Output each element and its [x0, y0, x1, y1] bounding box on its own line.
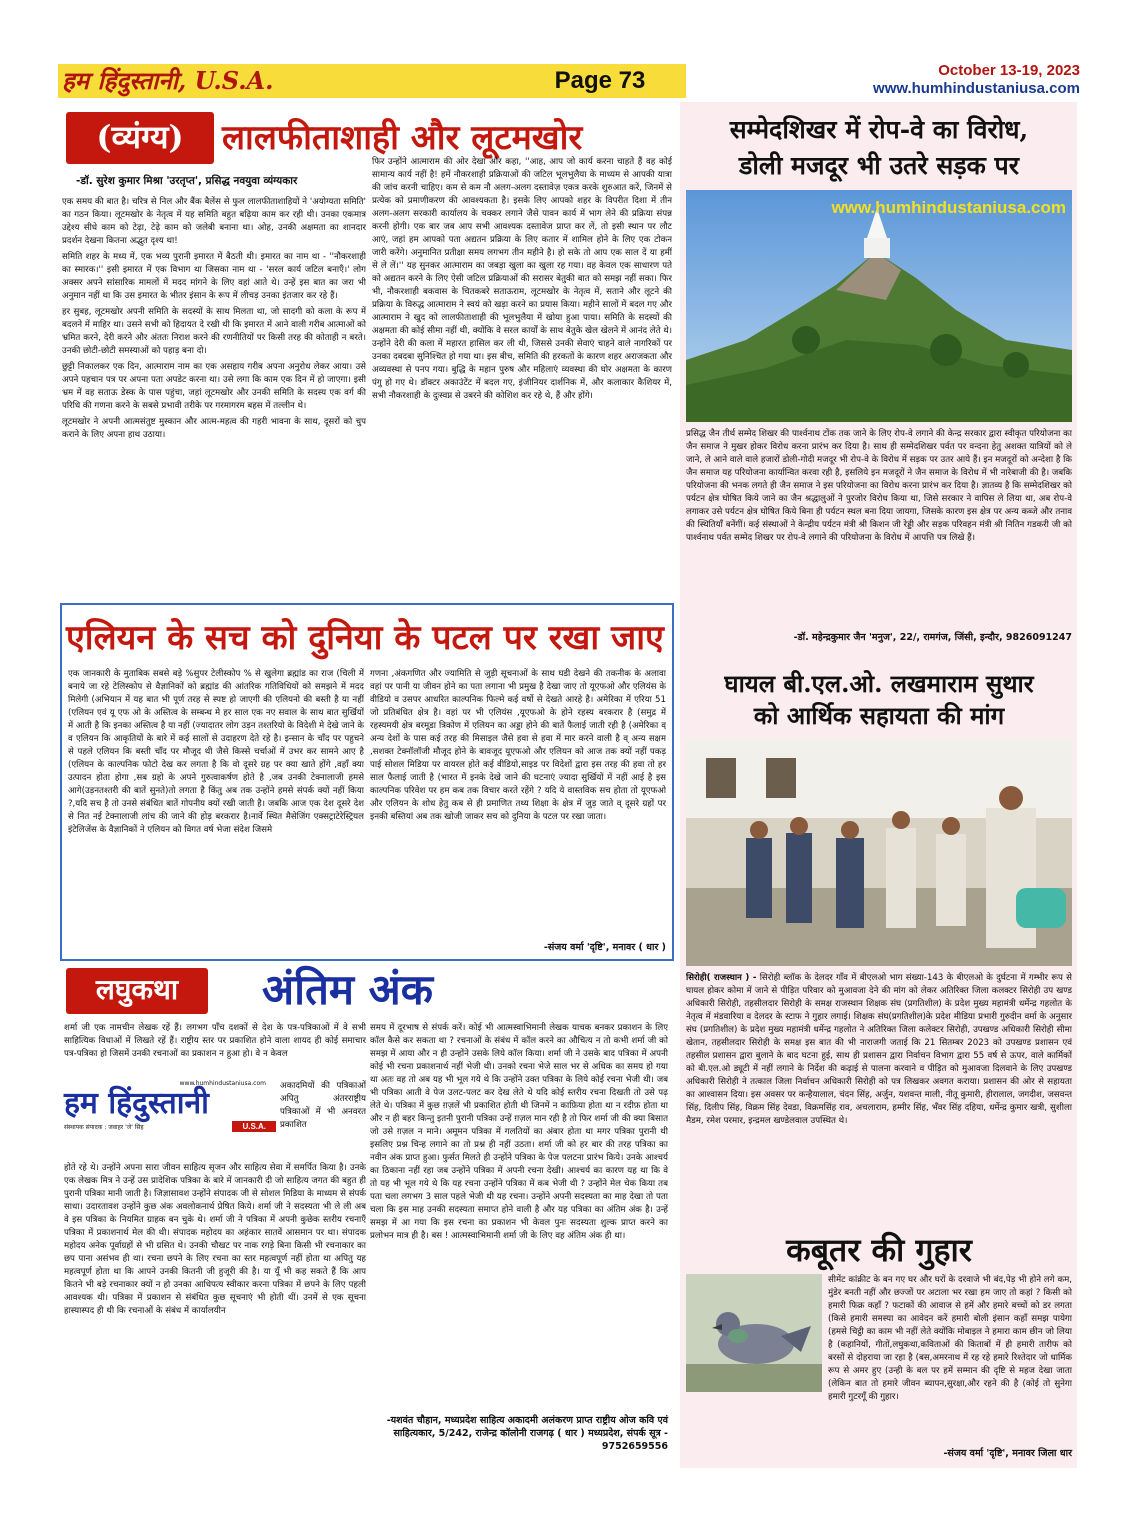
- mountain-temple-image: [686, 190, 1072, 422]
- laghukatha-title: अंतिम अंक: [262, 965, 433, 1014]
- vyangya-tag: (व्यंग्य): [66, 112, 214, 164]
- logo-country: U.S.A.: [232, 1121, 276, 1132]
- vyangya-byline: -डॉ. सुरेश कुमार मिश्रा 'उरतृप्त', प्रसिद्ध नवयुवा व्यंग्यकार: [76, 175, 298, 187]
- paragraph: हर सुबह, लूटमखोर अपनी समिति के सदस्यों के साथ मिलता था, जो सादगी को कला के रूप में बदलने में माहिर था। उसने सभी को हिदायत दे रखी थी कि इमारत में आने वाली गरीब आत्माओं को भ्रमित करने, देरी करने और अंततः निराश करने की रणनीतियों पर किसी तरह की कोताही न बरते। उनकी छोटी-छोटी समस्याओं को पहाड़ बना दो।: [62, 307, 366, 356]
- alien-credit: -संजय वर्मा 'दृष्टि', मनावर ( धार ): [543, 942, 666, 953]
- ghayal-text: सिरोही ब्लॉक के देलदर गाँव में बीएलओ भाग संख्या-143 के बीएलओ के दुर्घटना में गम्भीर रूप से घायल होकर कोमा में जाने से पीड़ित परिवार को मुआवजा देने की मांग को लेकर अतिरिक्त जिला कलक्टर सिरोही उप खण्ड अधिकारी सिरोही, तहसीलदार सिरोही के समक्ष राजस्थान शिक्षक संघ (प्रगतिशील) के प्रदेश मुख्य महामंत्री धर्मेन्द्र गहलोत के नेतृत्व में मंडवारिया व देलदर के स्टाफ ने गुहार लगाई। शिक्षक संघ(प्रगतिशील)के प्रदेश मीडिया प्रभारी गुरुदीन वर्मा के अनुसार संघ (प्रगतिशील) के प्रदेश मुख्य महामंत्री धर्मेन्द्र गहलोत ने अतिरिक्त जिला कलेक्टर सिरोही, उपखण्ड अधिकारी सिरोही सीमा खेतान, तहसीलदार सिरोही के समक्ष इस बात की भी नाराजगी जताई कि 21 सितम्बर 2023 को उपखण्ड प्रशासन एवं तहसील प्रशासन द्वारा बुलाने के बाद घटना हुई, साथ ही प्रशासन द्वारा निर्वाचन विभाग द्वारा 55 वर्ष से ऊपर, वाले कार्मिकों को बी.एल.ओ ड्यूटी में नहीं लगाने के निर्देश की कढ़ाई से पालना करवाने व पीड़ित को मुआवजा दिलवाने के लिए उपखण्ड अधिकारी सिरोही ने तत्काल जिला निर्वाचन अधिकारी सिरोही को पत्र लिखकर अवगत कराया। प्रशासन की ओर से सहायता का आश्वासन दिया। इस अवसर पर कन्हैयालाल, चंदन सिंह, अर्जुन, यशवन्त माली, नीतू कुमारी, हीरालाल, जगदीश, जसवन्त सिंह, दिलीप सिंह, विक्रम सिंह देवडा, विक्रमसिंह राव, अचलाराम, हम्मीर सिंह, भँवर सिंह दहिया, धर्मेन्द्र कुमार खत्री, सुशीला मैडम, रमेश परमार, इन्द्रमल खण्डेलवाल उपस्थित थे।: [686, 973, 1072, 1126]
- vyangya-title: लालफीताशाही और लूटमखोर: [222, 118, 583, 158]
- alien-title: एलियन के सच को दुनिया के पटल पर रखा जाए: [66, 618, 664, 658]
- kabutar-credit: -संजय वर्मा 'दृष्टि', मनावर जिला धार: [943, 1448, 1072, 1459]
- float-spacer: [686, 1274, 828, 1394]
- laghukatha-col1-top: शर्मा जी एक नामचीन लेखक रहें हैं। लगभग पाँच दशकों से देश के पत्र-पत्रिकाओं में वे सभी साहित्यिक विधाओं में लिखते रहें हैं। राष्ट्रीय स्तर पर प्रकाशित होने वाला शायद ही कोई समाचार पत्र-पत्रिका हो जिसमें उनकी रचनाओं का प्रकाशन न हुआ हो। वे न केवल: [64, 1023, 366, 1059]
- sammed-photo: [686, 190, 1072, 422]
- photo-watermark: www.humhindustaniusa.com: [831, 198, 1066, 217]
- paragraph: लूटमखोर ने अपनी आत्मसंतुष्ट मुस्कान और आत्म-महत्व की गहरी भावना के साथ, दूसरों को चुप कराने के लिए अपना हाथ उठाया।: [62, 417, 366, 440]
- paragraph: फिर उन्होंने आत्माराम की ओर देखा और कहा, ''आह, आप जो कार्य करना चाहते हैं वह कोई सामान्य कार्य नहीं है! हमें नौकरशाही प्रक्रियाओं की जटिल भूलभुलैया के माध्यम से आपकी यात्रा की जांच करनी चाहिए। कम से कम नौ अलग-अलग दस्तावेज़ एकत्र करके शुरुआत करें, जिनमें से प्रत्येक को प्रमाणीकरण की आवश्यकता है। इसके लिए आपको शहर के विपरीत दिशा में तीन अलग-अलग सरकारी कार्यालय के चक्कर लगाने जैसे पावन कार्य में भाग लेने की प्रक्रिया संपन्न करनी होगी। एक बार जब आप सभी आवश्यक दस्तावेज प्राप्त कर लें, तो इसी स्थान पर लौट आएं, जहां हम आपको पता अद्यतन प्रक्रिया के लिए कतार में शामिल होने के लिए एक टोकन जारी करेंगे। अनुमानित प्रतीक्षा समय लगभग तीन महीने है। हो सके तो आप एक साल दें या हमीं से ले लें।'' यह सुनकर आत्माराम का जबड़ा खुला का खुला रह गया। वह केवल एक साधारण पते को अद्यतन करने के लिए ऐसी जटिल प्रक्रियाओं की सरासर बेतुकी बात को समझ नहीं सका। फिर भी, नौकरशाही बकवास के चितकबरे सताऊराम, लूटमखोर के नेतृत्व में, सताने और लूटने की प्रक्रिया के विरुद्ध आत्माराम ने स्वयं को खड़ा करने का प्रयास किया। महीने सालों में बदल गए और आत्माराम ने खुद को लालफीताशाही की भूलभुलैया में खोया हुआ पाया। समिति के सदस्यों की अक्षमता की कोई सीमा नहीं थी, क्योंकि वे सरल कार्यों के साथ बेतुके खेल खेलने में आनंद लेते थे। उन्होंने देरी की कला में महारत हासिल कर ली थी, जिससे उनकी सेवाएं चाहने वाले नागरिकों पर उनका दबदबा सुनिश्चित हो गया था। इस बीच, समिति की हरकतों के कारण शहर अराजकता और अव्यवस्था से पनप गया। बुद्धि के महान पुरुष और महिलाएं व्यवस्था की घोर अक्षमता के कारण पंगु हो गए थे। डॉक्टर अकाउंटेंट में बदल गए, इंजीनियर दार्शनिक में, और कलाकार कैशियर में, सभी नौकरशाही के दुःस्वप्न से उबरने की कोशिश कर रहे थे, हैं और होंगे।: [372, 157, 672, 401]
- paragraph: समिति शहर के मध्य में, एक भव्य पुरानी इमारत में बैठती थी। इमारत का नाम था - ''नौकरशाही का स्मारक।'' इसी इमारत में एक विभाग था जिसका नाम था - 'सरल कार्य जटिल बनाएँ।' लोग अक्सर अपने सांसारिक मामलों में मदद मांगने के लिए वहां आते थे। उन्हें इस बात का जरा भी अनुमान नहीं था कि उस इमारत के भीतर इंसान के रूप में लीचड़ उनका इंतजार कर रहे हैं।: [62, 252, 366, 301]
- officials-group-image: [686, 738, 1072, 966]
- logo-editor: संस्थापक संपादक : जवाहर 'जे' सिंह: [64, 1123, 144, 1131]
- ghayal-title: [682, 668, 1076, 732]
- alien-col2: गणना ,अंकगणित और ज्यामिति से जुड़ी सूचनाओं के साथ घडी देखने की तकनीक के अलावा वहां पर पानी या जीवन होने का पता लगाना भी प्रमुख है देखा जाए तो यूएफओ और एलियंस के वीडियो व उसपर आधरित काल्पनिक फिल्मे कई वर्षो से देखते आरहे है। अमेरिका में एरिया 51 जो प्रतिबंधित क्षेत्र है। वहां पर भी एलियंस ,यूएफओ के होने रहस्य बरकरार है (समुद्र में रहस्यमयी क्षेत्र बरमूडा त्रिकोण में एलियन का अड्डा होने की बातें फैलाई जाती रही है (अमेरिका व् अन्य देशों के पास कई तरह की मिसाइल जैसे हवा से हवा में मार करने वाली है व् अन्य सक्षम ,सशक्त टेक्नॉलॉजी मौजूद होने के बावजूद यूएफओ और एलियन को आज तक क्यों नहीं पकड़ पाई सोशल मिडिया पर वायरल होते कई वीडियो,साइड पर विदेशों द्वारा इस तरह की हवा तो हर साल फैलाई जाती है (भारत में इनके देखे जाने की घटनाएं ज्यादा सुर्खियों में नहीं आई है इस काल्पनिक परिवेश पर हम कब तक विचार करते रहेंगे ? यदि ये वास्तविक सच होता तो यूएफओ और एलियन के शोध हेतु कब से ही प्रमाणित तथ्य शिक्षा के क्षेत्र में जुड़ जाते व् दूसरे ग्रहों पर इनकी बस्तियां अब तक खोजी जाकर सच को दुनिया के पटल पर रखा जाता।: [370, 669, 666, 822]
- ghayal-title-line1: घायल बी.एल.ओ. लखमाराम सुथार: [724, 669, 1034, 698]
- issue-date: October 13-19, 2023: [938, 62, 1080, 79]
- laghukatha-col1-side: अकादमियों की पत्रिकाओं अपितु अंतरराष्ट्रीय पत्रिकाओं में भी अनवरत प्रकाशित: [280, 1081, 366, 1130]
- laghukatha-credit: -यशवंत चौहान, मध्यप्रदेश साहित्य अकादमी अलंकरण प्राप्त राष्ट्रीय ओज कवि एवं साहित्यकार, 5/242, राजेन्द्र कॉलोनी राजगढ़ ( धार ) मध्यप्रदेश, संपर्क सूत्र - 9752659556: [386, 1415, 668, 1452]
- logo-website: www.humhindustaniusa.com: [179, 1080, 266, 1087]
- paragraph: एक समय की बात है। चरित्र से निल और बैंक बैलेंस से फुल लालफीताशाहियों ने 'अयोग्यता समिति' का गठन किया। लूटमखोर के नेतृत्व में यह समिति बहुत बढ़िया काम कर रही थी। उनका एकमात्र उद्देश्य सीधे काम को टेढ़ा, टेढ़े काम को जलेबी बनाना था। ओह, उनकी अक्षमता का शानदार प्रदर्शन देखना कितना अद्भुत दृश्य था!: [62, 197, 366, 246]
- kabutar-body: [686, 1274, 1072, 1444]
- paper-name: हम हिंदुस्तानी, U.S.A.: [62, 66, 274, 95]
- laghukatha-tag: लघुकथा: [66, 968, 208, 1014]
- ghayal-dateline: सिरोही( राजस्थान ) -: [686, 973, 757, 983]
- alien-col1: एक जानकारी के मुताबिक सबसे बड़े %सुपर टेलीस्कोप % से खुलेगा ब्रह्मांड का राज (चिली में बनाये जा रहे टेलिस्कोप से वैज्ञानिकों को ब्रह्मांड की आंतरिक गतिविधियों को समझने में मदद मिलेगी (अभियान में यह बात भी पूर्ण तरह से स्पष्ट हो जाएगी की एलियनो की बस्ती है या नहीं (एलियन एवं यू एफ ओ के अस्तित्व के सम्बन्ध मे हर साल एक नए सवाल के साथ बात सुर्खियों में आती है कि इनका अस्तित्व है या नहीं (ज्यादातर लोग उड़न तश्तरियो के विदेशी मे देखे जाने के व एलियन कि आकृतियों के बारे में कई सालों से उदाहरण देते रहे है। इन्सान के चाँद पर पहुचने से पहले एलियन कि बस्ती चाँद पर मौजूद थी जैसे किस्से चर्चाओं में उभर कर सामने आए है (एलियन के काल्पनिक फोटो देख कर लगता है कि वो दूसरे ग्रह पर क्या खाते होंगे ,वहाँ क्या उत्पादन होता होगा ,सब ग्रहो के अपने गुरुत्वाकर्षण होते है ,जब उनकी टेक्नालाजी हमसे आगे(उड़नतश्तरी की बातें सुनते)तो लगता है किंतु अब तक उन्होंने हमसे संपर्क क्यों नहीं किया ?,यदि सच है तो उनसे संबंधित बातें गोपनीय क्यों रखी जाती है। जबकि आज एक देश दूसरे देश से नित नई टेक्नालाजी लांच की जाने की होड़ बरकरार है।नार्वे स्थित मैसेजिंग एक्सट्राटेरेस्ट्रियल इंटेलिजेंस के वैज्ञानिकों ने एलियन को विगत वर्ष भेजा संदेश जिसमे: [68, 669, 364, 835]
- sammed-title-line2: डोली मजदूर भी उतरे सड़क पर: [739, 151, 1019, 180]
- page-number: Page 73: [520, 64, 680, 98]
- kabutar-text: सीमेंट कांक्रीट के बन गए घर और घरों के दरवाजे भी बंद,पेड़ भी होने लगे कम, मुंडेर बनती नहीं और छज्जों पर अटाला भर रखा हम जाए तो कहां ? किसी को हमारी फिक्र कहाँ ? फटाकों की आवाज से हमें और हमारे बच्चों को डर लगता (किसे हमारी समस्या का आवेदन करें हमारी बोली इंसान कहाँ समझ पायेगा (हमसे चिट्ठी का काम भी नहीं लेते क्योंकि मोबाइल ने हमारा काम छीन जो लिया है (कहानियों, गीतों,लघुकथा,कविताओं की किताबों में ही हमारी तारीफ को बरसों से दोहराया जा रहा है (बस,अमरनाथ में रह रहे हमारे रिश्तेदार जो धार्मिक रूप से अमर हुए (उन्ही के बल पर हमें सम्मान की दृष्टि से महज देखा जाता (लेकिन बात तो हमारे जीवन ब्यापन,सुरक्षा,और रहने की है (कोई तो सुनेगा हमारी गुटरगूँ की गुहार।: [828, 1275, 1072, 1402]
- logo-name: हम हिंदुस्तानी: [64, 1086, 209, 1121]
- laghukatha-col1-rest: होते रहे थे। उन्होंने अपना सारा जीवन साहित्य सृजन और साहित्य सेवा में समर्पित किया है। उनके एक लेखक मित्र ने उन्हें उस प्रादेशिक पत्रिका के बारे में जानकारी दी जो साहित्य जगत की बहुत ही पुरानी पत्रिका मानी जाती है। जिज्ञासावश उन्होंने संपादक जी से सोशल मिडिया के माध्यम से संपर्क साधा। उदारतावश उन्होंने कुछ अंक अवलोकनार्थ प्रेषित किये। शर्मा जी ने सदस्यता भी ले ली अब वे इस पत्रिका के नियमित ग्राहक बन चुके थे। शर्मा जी ने पत्रिका में अपनी कुछेक स्तरीय रचनाएँ पत्रिका में प्रकाशनार्थ मेल की थी। संपादक महोदय का अहंकार सातवें आसमान पर था। संपादक महोदय अनेक पूर्वाग्रहों से भी ग्रसित थे। उनकी चौखट पर नाक रगड़े बिना किसी भी रचनाकार का छप पाना असंभव ही था। रचना छपने के लिए रचना का स्तर महत्वपूर्ण नहीं होता था अपितु यह महत्वपूर्ण होता था कि आपने उनकी कितनी जी हुजूरी की है। या यूँ भी कह सकते हैं कि आप कितने भी बड़े रचनाकार क्यों न हो उनका आधिपत्य स्वीकार करना पत्रिका में छपने के लिए पहली आवश्यक थी। पत्रिका में प्रकाशन से संबंधित कुछ सूचनाएं भी होती थीं। उनमें से एक सूचना हास्यास्पद ही थी कि रचनाओं के संबंध में कार्यालयीन: [64, 1163, 366, 1316]
- sammed-credit: -डॉ. महेन्द्रकुमार जैन 'मनुज', 22/, रामगंज, जिंसी, इन्दौर, 9826091247: [793, 632, 1072, 643]
- vyangya-col1: [62, 196, 366, 598]
- vyangya-col2: [372, 156, 672, 598]
- website-link[interactable]: www.humhindustaniusa.com: [873, 80, 1080, 97]
- laghukatha-col2: समय में दूरभाष से संपर्क करें। कोई भी आत्मस्वाभिमानी लेखक याचक बनकर प्रकाशन के लिए कॉल कैसे कर सकता था ? रचनाओं के संबंध में कॉल करने का औचित्य न तो कभी शर्मा जी को समझ में आया और न ही उन्होंने उसके लिये कॉल किया। शर्मा जी ने उसके बाद पत्रिका में अपनी कोई भी रचना प्रकाशनार्थ नहीं भेजी थी। उनको रचना भेजे साल भर से अधिक का समय हो गया था अतः वह तो अब यह भी भूल गये थे कि उन्होंने उक्त पत्रिका के लिये कोई रचना भेजी थी। जब भी पत्रिका आती वे पेज उलट-पलट कर देख लेते थे यदि कोई स्तरीय रचना दिखती तो उसे पढ़ लेते थे। पत्रिका में कुछ ग़ज़लें भी प्रकाशित होती थी जिनमें न काफ़िया होता था न रदीफ़ होता था और न ही बहर किन्तु इतनी पुरानी पत्रिका उन्हें ग़ज़ल मान रही है तो फिर शर्मा जी की क्या बिसात जो उसे ग़ज़ल न माने। अमूमन पत्रिका में गलतियों का अंबार होता था मगर पत्रिका पुरानी थी इसलिए प्रश्न चिन्ह लगाने का तो प्रश्न ही नहीं उठता। शर्मा जी को हर बार की तरह पत्रिका का नवीन अंक प्राप्त हुआ। फुर्सत मिलते ही उन्होंने पत्रिका के पेज पलटना प्रारंभ किये। उनके आश्चर्य का ठिकाना नहीं रहा जब उन्होंने पत्रिका में अपनी रचना देखी। आश्चर्य का कारण यह था कि वे तो यह भी भूल गये थे कि यह रचना उन्होंने पत्रिका में कब भेजी थी ? उन्होंने मेल चेक किया तब पता चला लगभग 3 साल पहले भेजी थी यह रचना। उन्होंने अपनी सदस्यता का माह देखा तो पता चला कि इस माह उनकी सदस्यता समाप्त होने वाली है और यह पत्रिका का अंतिम अंक है। उन्हें समझ में आ गया कि इस रचना का प्रकाशन भी केवल पुनः सदस्यता शुल्क प्राप्त करने का प्रलोभन मात्र ही है। बस ! आत्मस्वाभिमानी शर्मा जी के लिए वह अंतिम अंक ही था।: [370, 1023, 668, 1241]
- paragraph: छुट्टी निकालकर एक दिन, आत्माराम नाम का एक असहाय गरीब अपना अनुरोध लेकर आया। उसे अपने पहचान पत्र पर अपना पता अपडेट करना था। उसे लगा कि काम एक दिन में हो जाएगा। इसी भ्रम में वह सताऊ डेस्क के पास पहुंचा, जहां लूटमखोर और उनकी समिति के सदस्य एक वर्ग की परिधि की गणना करने के सबसे प्रभावी तरीके पर गरमागरम बहस में तल्लीन थे।: [62, 362, 366, 411]
- sammed-title-line1: सम्मेदशिखर में रोप-वे का विरोध,: [729, 115, 1029, 144]
- sammed-title: [682, 112, 1076, 184]
- ghayal-body: [686, 972, 1072, 1230]
- ghayal-photo: [686, 738, 1072, 966]
- kabutar-title: कबूतर की गुहार: [786, 1231, 972, 1269]
- ghayal-title-line2: को आर्थिक सहायता की मांग: [753, 701, 1005, 730]
- paper-logo: [64, 1080, 276, 1160]
- sammed-body: प्रसिद्ध जैन तीर्थ सम्मेद शिखर की पार्श्वनाथ टोंक तक जाने के लिए रोप-वे लगाने की केन्द्र सरकार द्वारा स्वीकृत परियोजना का जैन समाज ने मुखर होकर विरोध करना प्रारंभ कर दिया है। साथ ही सम्मेदशिखर पर्वत पर वन्दना हेतु अशक्त यात्रियों को ले जाने, ले आने वाले वाले हजारों डोली-गोदी मजदूर भी रोप-वे के विरोध में सड़क पर उतर आये हैं। इन मजदूरों को अन्देशा है कि जैन समाज यह परियोजना कार्यान्वित करवा रही है, इसलिये इन मजदूरों ने जैन समाज के विरोध में भी नारेबाजी की है। जबकि परियोजना की भनक लगते ही जैन समाज ने इस परियोजना का विरोध करना प्रारंभ कर दिया है। ज्ञातव्य है कि सम्मेदशिखर को पर्यटन क्षेत्र घोषित किये जाने का जैन श्रद्धालुओं ने पुरजोर विरोध किया था, जिसे सरकार ने वापिस ले लिया था, अब रोप-वे लगाकर उसे पर्यटन क्षेत्र घोषित किये बिना ही पर्यटन स्थल बना दिया जायगा, जिसके कारण इस क्षेत्र पर अन्य कब्जे और तनाव की स्थितियाँ बनेंगीं। कई संस्थाओं ने केन्द्रीय पर्यटन मंत्री श्री किशन जी रेड्डी और सड़क परिवहन मंत्री श्री नितिन गडकरी जी को पार्श्वनाथ पर्वत सम्मेद शिखर पर रोप-वे लगाने की परियोजना के विरोध में आपत्ति पत्र लिखे हैं।: [686, 429, 1072, 543]
